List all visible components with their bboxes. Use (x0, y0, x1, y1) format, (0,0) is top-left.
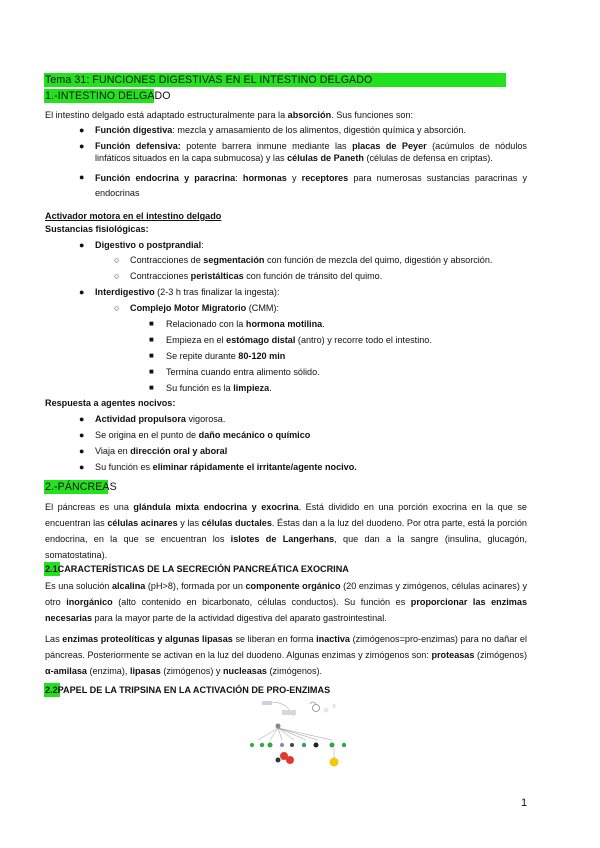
square-bullet-icon: ■ (149, 383, 154, 392)
peristaltic-item: Contracciones peristálticas con función de tránsito del quimo. (130, 271, 383, 281)
secretion-paragraph: Es una solución alcalina (pH>8), formada por un componente orgánico (20 enzimas y zimógenos, células acinares) y otro inorgánico (alto contenido en bicarbonato, células conductos). Su función es proporcionar las enzimas necesarias para la mayor parte de la actividad digestiva del aparato gastrointestinal. (45, 581, 528, 623)
figure-node (290, 743, 294, 747)
figure-node (324, 708, 329, 713)
bullet-icon: ● (79, 172, 85, 182)
enzymes-paragraph: Las enzimas proteolíticas y algunas lipasas se liberan en forma inactiva (zimógenos=pro-enzimas) para no dañar el páncreas. Posteriormente se activan en la luz del duodeno. Algunas enzimas y zimógenos son: proteasas (zimógenos) α-amilasa (enzima), lipasas (zimógenos) y nucleasas (zimógenos). (45, 634, 527, 676)
figure-node (302, 743, 306, 747)
figure-node (280, 743, 284, 747)
intro-text: El intestino delgado está adaptado estructuralmente para la absorción. Sus funciones son: (45, 110, 414, 120)
digestive-item: Digestivo o postprandial: (95, 240, 204, 250)
bullet-icon: ● (79, 287, 85, 297)
trypsin-activation-figure (238, 698, 362, 778)
function-digestive: Función digestiva: mezcla y amasamiento de los alimentos, digestión química y absorción. (95, 125, 466, 135)
cmm-end: Termina cuando entra alimento sólido. (166, 367, 320, 377)
bullet-icon: ● (79, 125, 85, 135)
bullet-icon: ● (79, 430, 85, 440)
figure-red-cell (286, 756, 294, 764)
figure-node (276, 758, 281, 763)
cmm-item: Complejo Motor Migratorio (CMM): (130, 303, 280, 313)
figure-node (332, 704, 336, 708)
section1-title: 1.-INTESTINO DELGADO (45, 90, 171, 102)
function-defensive: Función defensiva: potente barrera inmune mediante las placas de Peyer (acúmulos de nódulos linfáticos situados en la capa submucosa) y las células de Paneth (células de defensa en criptas). (95, 141, 527, 163)
segmentation-item: Contracciones de segmentación con función de mezcla del quimo, digestión y absorción. (130, 255, 493, 265)
circle-bullet-icon: ○ (114, 303, 120, 313)
figure-label-box (282, 710, 296, 715)
noxious-item-4: Su función es eliminar rápidamente el irritante/agente nocivo. (95, 462, 357, 472)
figure-label-box (262, 701, 272, 705)
cmm-motilin: Relacionado con la hormona motilina. (166, 319, 325, 329)
bullet-icon: ● (79, 462, 85, 472)
square-bullet-icon: ■ (149, 319, 154, 328)
figure-node (342, 743, 346, 747)
pancreas-paragraph: El páncreas es una glándula mixta endocrina y exocrina. Está dividido en una porción exocrina en la que se encuentran las células acinares y las células ductales. Éstas dan a la luz del duodeno. Por otra parte, está la porción endocrina, en la que se encuentran los islotes de Langerhans, que dan a la sangre (insulina, glucagón, somatostatina). (45, 502, 527, 560)
circle-bullet-icon: ○ (114, 255, 120, 265)
figure-node (250, 743, 254, 747)
figure-yellow-cell (330, 758, 339, 767)
noxious-item-2: Se origina en el punto de daño mecánico o químico (95, 430, 311, 440)
figure-node (314, 743, 319, 748)
figure-node (268, 743, 273, 748)
physiological-heading: Sustancias fisiológicas: (45, 224, 149, 234)
noxious-heading: Respuesta a agentes nocivos: (45, 398, 176, 408)
noxious-item-3: Viaja en dirección oral y aboral (95, 446, 228, 456)
figure-node (260, 743, 264, 747)
noxious-item-1: Actividad propulsora vigorosa. (95, 414, 226, 424)
document-title: Tema 31: FUNCIONES DIGESTIVAS EN EL INTESTINO DELGADO (45, 74, 373, 86)
section2-title: 2.-PÁNCREAS (45, 481, 117, 493)
square-bullet-icon: ■ (149, 367, 154, 376)
subsection21-heading: 2.1CARACTERÍSTICAS DE LA SECRECIÓN PANCREÁTICA EXOCRINA (45, 564, 349, 574)
bullet-icon: ● (79, 414, 85, 424)
subsection22-heading: 2.2PAPEL DE LA TRIPSINA EN LA ACTIVACIÓN DE PRO-ENZIMAS (45, 685, 331, 695)
figure-node (330, 743, 335, 748)
circle-bullet-icon: ○ (114, 271, 120, 281)
interdigestive-item: Interdigestivo (2-3 h tras finalizar la ingesta): (95, 287, 280, 297)
motor-heading: Activador motora en el intestino delgado (45, 211, 222, 221)
figure-node (313, 705, 320, 712)
figure-node (276, 724, 281, 729)
bullet-icon: ● (79, 446, 85, 456)
bullet-icon: ● (79, 240, 85, 250)
bullet-icon: ● (79, 141, 85, 151)
cmm-start: Empieza en el estómago distal (antro) y recorre todo el intestino. (166, 335, 432, 345)
figure-curve (310, 702, 316, 704)
cmm-function: Su función es la limpieza. (166, 383, 272, 393)
cmm-repeat: Se repite durante 80-120 min (166, 351, 286, 361)
square-bullet-icon: ■ (149, 351, 154, 360)
square-bullet-icon: ■ (149, 335, 154, 344)
page-number: 1 (521, 797, 528, 809)
function-endocrine: Función endocrina y paracrina: hormonas y receptores para numerosas sustancias paracrinas y endocrinas (95, 173, 527, 198)
